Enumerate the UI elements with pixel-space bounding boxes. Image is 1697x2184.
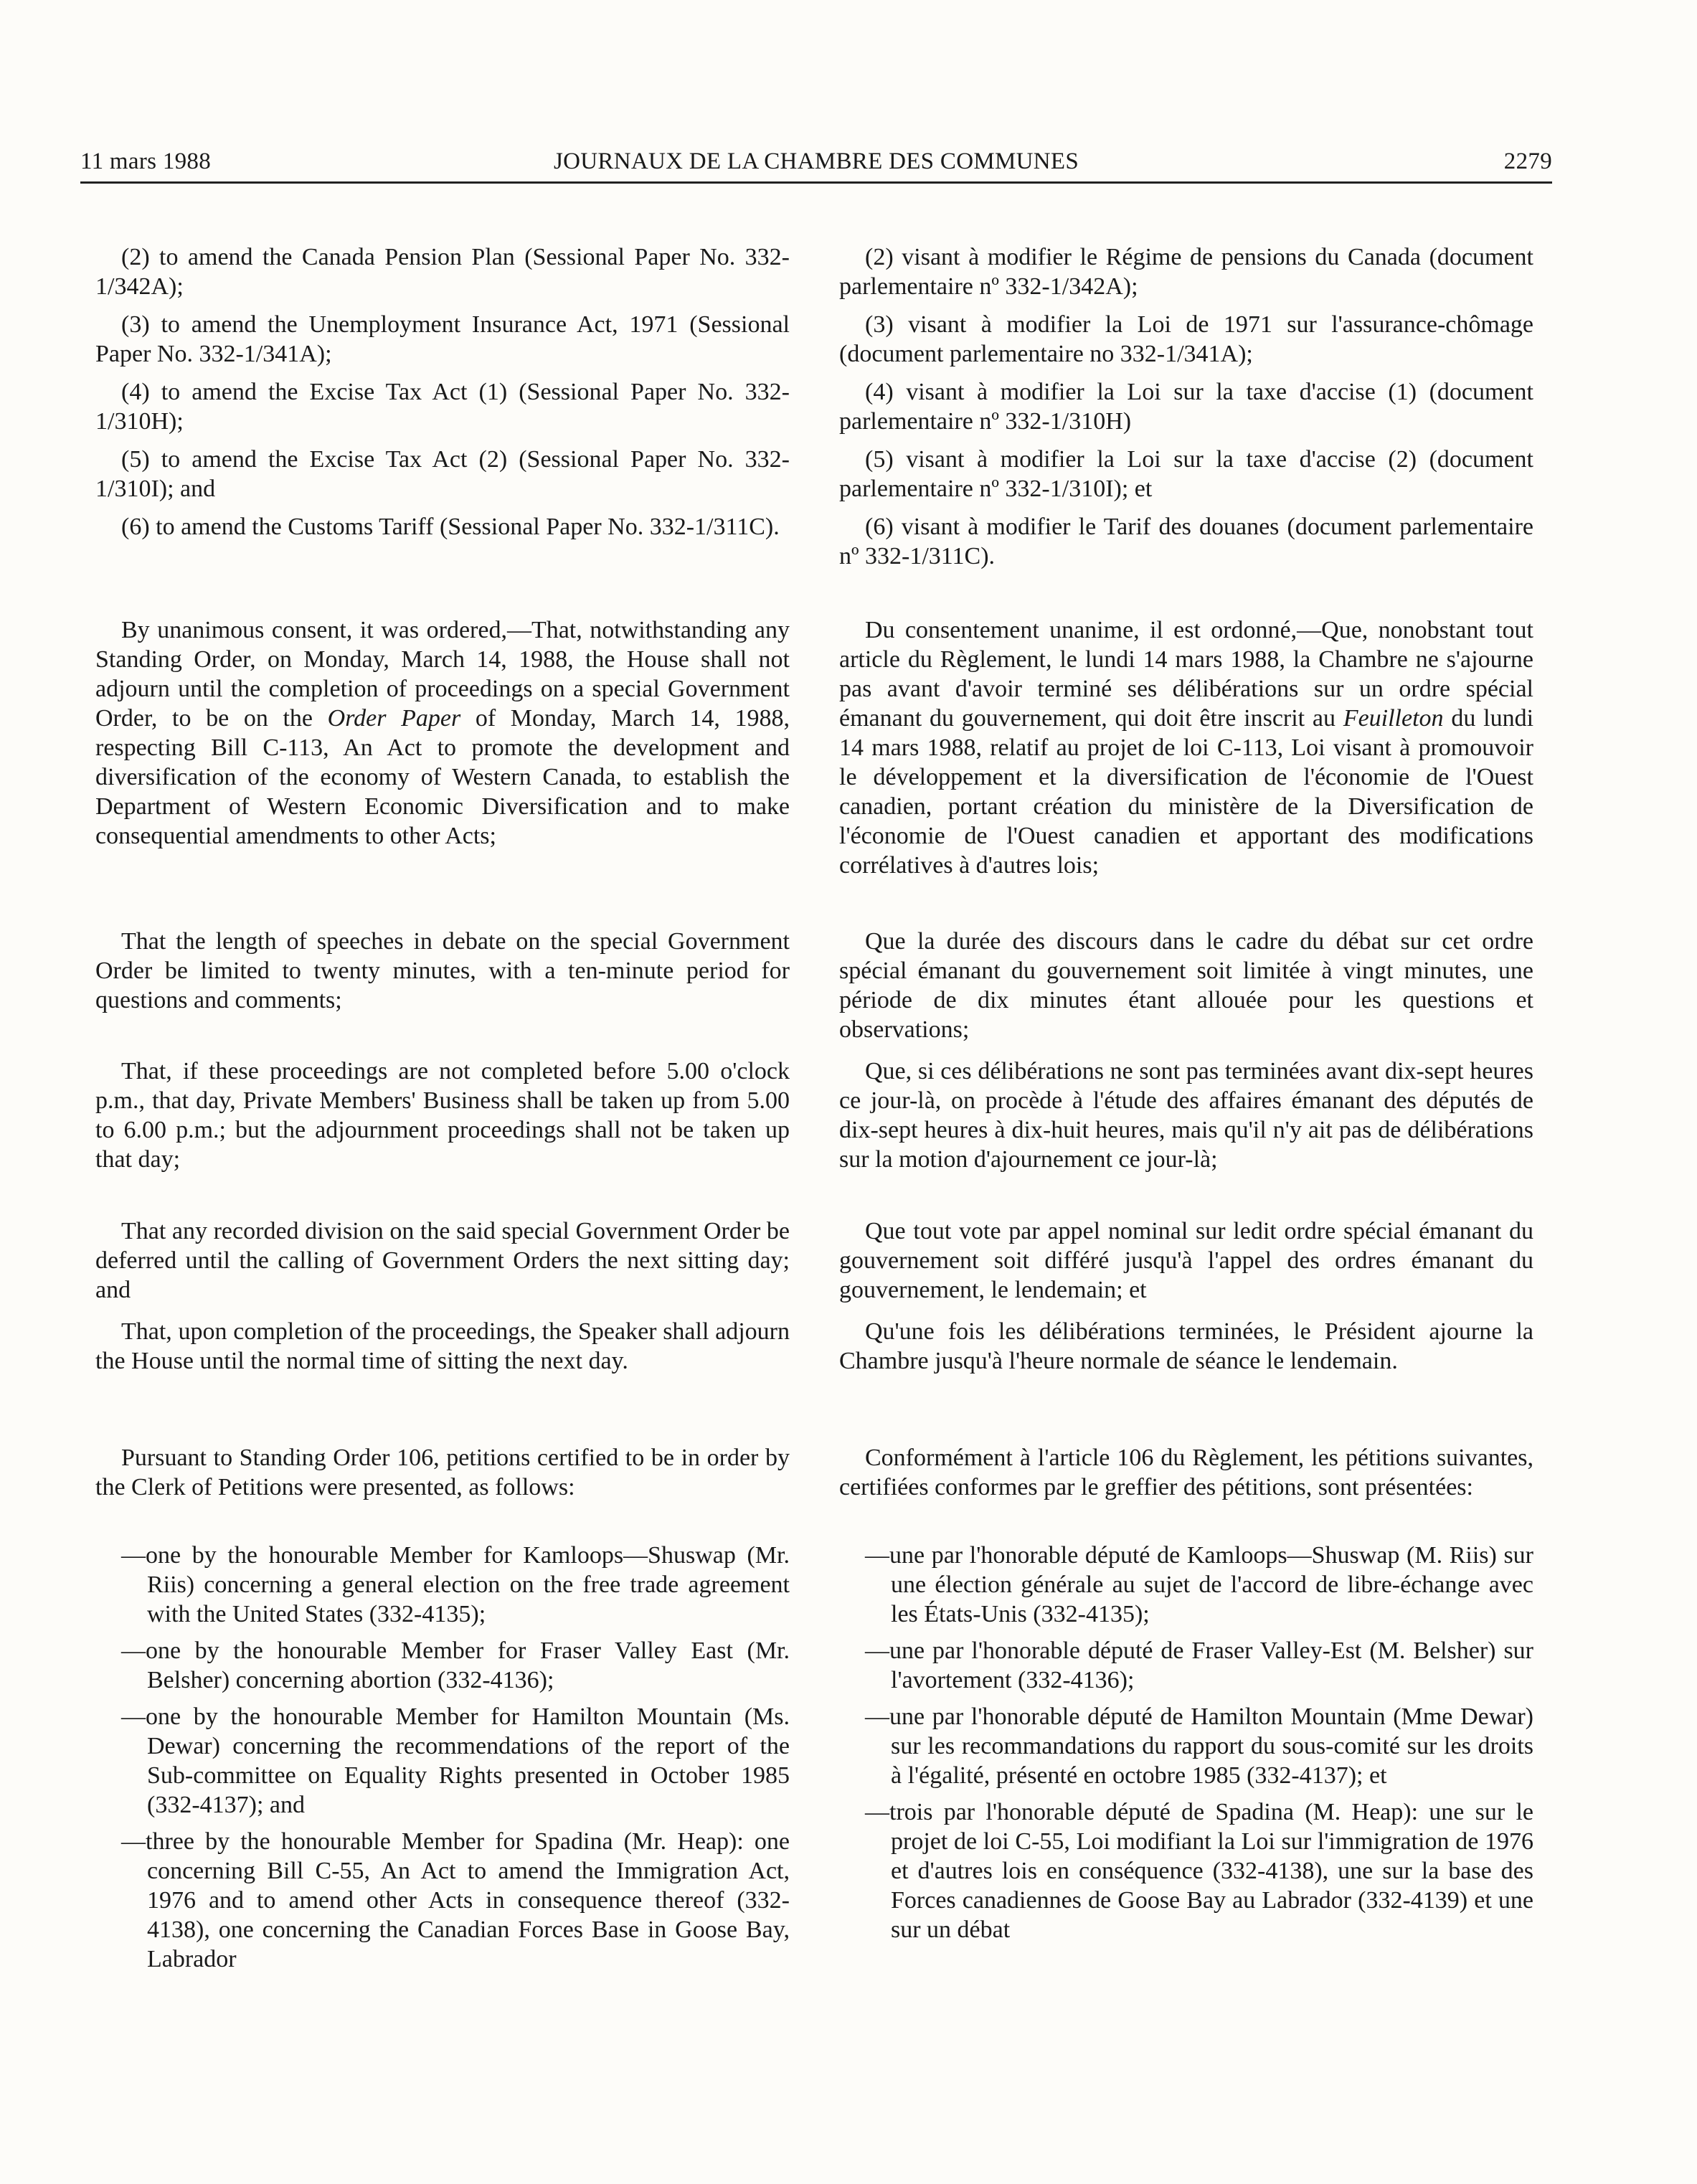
order-paragraph (95, 615, 790, 851)
petition-item: —three by the honourable Member for Spadina (Mr. Heap): one concerning Bill C-55, An Act to amend the Immigration Act, 1976 and to amend other Acts in consequence thereof (332-4138), one concerning the Canadian Forces Base in Goose Bay, Labrador (121, 1828, 790, 1972)
proceedings-paragraph: Que, si ces délibérations ne sont pas terminées avant dix-sept heures ce jour-là, on procède à l'étude des affaires émanant des députés de dix-sept heures à dix-huit heures, mais qu'il n'y ait pas de délibérations sur la motion d'ajournement ce jour-là; (839, 1058, 1533, 1173)
petitions-list (95, 1541, 790, 1974)
page-number: 2279 (1503, 148, 1552, 174)
sessional-papers-list (95, 242, 790, 542)
order-rest: du lundi 14 mars 1988, relatif au projet de loi C-113, Loi visant à promouvoir le développement et la diversification de l'économie de l'Ouest canadien, portant création du ministère de la Diversification de l'économie de l'Ouest canadien et apportant des modifications corrélatives à d'autres lois; (839, 705, 1534, 879)
division-paragraph: That any recorded division on the said special Government Order be deferred until the calling of Government Orders the next sitting day; and (95, 1218, 790, 1303)
petitions-intro: Pursuant to Standing Order 106, petitions certified to be in order by the Clerk of Petitions were presented, as follows: (95, 1445, 790, 1500)
proceedings-paragraph: That, if these proceedings are not completed before 5.00 o'clock p.m., that day, Private Members' Business shall be taken up from 5.00 to 6.00 p.m.; but the adjournment proceedings shall not be taken up that day; (95, 1058, 790, 1173)
petition-item: —une par l'honorable député de Fraser Valley-Est (M. Belsher) sur l'avortement (332-4136); (865, 1637, 1533, 1693)
adjourn-paragraph: That, upon completion of the proceedings, the Speaker shall adjourn the House until the normal time of sitting the next day. (95, 1318, 790, 1374)
speeches-paragraph: Que la durée des discours dans le cadre du débat sur cet ordre spécial émanant du gouvernement soit limitée à vingt minutes, une période de dix minutes étant allouée pour les questions et observations; (839, 928, 1533, 1043)
order-intro: By unanimous consent, it was ordered,—That, notwithstanding any Standing Order, on Monday, March 14, 1988, the House shall not adjourn until the completion of proceedings on a special Government Order, to be on the (95, 617, 790, 732)
petition-item: —one by the honourable Member for Hamilton Mountain (Ms. Dewar) concerning the recommendations of the report of the Sub-committee on Equality Rights presented in October 1985 (332-4137); and (121, 1703, 790, 1818)
list-item: (6) visant à modifier le Tarif des douanes (document parlementaire nº 332-1/311C). (839, 514, 1533, 569)
list-item: (2) visant à modifier le Régime de pensions du Canada (document parlementaire nº 332-1/342A); (839, 244, 1533, 300)
order-paragraph (839, 615, 1533, 880)
order-rest: of Monday, March 14, 1988, respecting Bill C-113, An Act to promote the development and diversification of the economy of Western Canada, to establish the Department of Western Economic Diversification and to make consequential amendments to other Acts; (95, 705, 790, 849)
petition-item: —one by the honourable Member for Kamloops—Shuswap (Mr. Riis) concerning a general election on the free trade agreement with the United States (332-4135); (121, 1542, 790, 1627)
list-item: (5) to amend the Excise Tax Act (2) (Sessional Paper No. 332-1/310I); and (95, 446, 790, 502)
running-header (80, 147, 1552, 184)
petition-item: —trois par l'honorable député de Spadina (M. Heap): une sur le projet de loi C-55, Loi modifiant la Loi sur l'immigration de 1976 et d'autres lois en conséquence (332-4138), une sur la base des Forces canadiennes de Goose Bay au Labrador (332-4139) et une sur un débat (865, 1799, 1533, 1943)
petition-item: —one by the honourable Member for Fraser Valley East (Mr. Belsher) concerning abortion (332-4136); (121, 1637, 790, 1693)
petitions-list (839, 1541, 1533, 1944)
sessional-papers-list (839, 242, 1533, 571)
petition-item: —une par l'honorable député de Hamilton Mountain (Mme Dewar) sur les recommandations du rapport du sous-comité sur les droits à l'égalité, présenté en octobre 1985 (332-4137); et (865, 1703, 1533, 1789)
header-date: 11 mars 1988 (80, 148, 212, 174)
list-item: (3) visant à modifier la Loi de 1971 sur l'assurance-chômage (document parlementaire no 332-1/341A); (839, 311, 1533, 367)
order-paper-title: Order Paper (327, 705, 461, 732)
list-item: (3) to amend the Unemployment Insurance Act, 1971 (Sessional Paper No. 332-1/341A); (95, 311, 790, 367)
petitions-intro: Conformément à l'article 106 du Règlement, les pétitions suivantes, certifiées conformes par le greffier des pétitions, sont présentées: (839, 1445, 1533, 1500)
list-item: (6) to amend the Customs Tariff (Sessional Paper No. 332-1/311C). (121, 514, 780, 540)
list-item: (4) visant à modifier la Loi sur la taxe d'accise (1) (document parlementaire nº 332-1/310H) (839, 379, 1533, 435)
division-paragraph: Que tout vote par appel nominal sur ledit ordre spécial émanant du gouvernement soit différé jusqu'à l'appel des ordres émanant du gouvernement, le lendemain; et (839, 1218, 1533, 1303)
list-item: (5) visant à modifier la Loi sur la taxe d'accise (2) (document parlementaire nº 332-1/310I); et (839, 446, 1533, 502)
feuilleton-title: Feuilleton (1343, 705, 1444, 732)
speeches-paragraph: That the length of speeches in debate on the special Government Order be limited to twenty minutes, with a ten-minute period for questions and comments; (95, 928, 790, 1013)
petition-item: —une par l'honorable député de Kamloops—Shuswap (M. Riis) sur une élection générale au sujet de l'accord de libre-échange avec les États-Unis (332-4135); (865, 1542, 1533, 1627)
order-intro: Du consentement unanime, il est ordonné,—Que, nonobstant tout article du Règlement, le lundi 14 mars 1988, la Chambre ne s'ajourne pas avant d'avoir terminé ses délibérations sur un ordre spécial émanant du gouvernement, qui doit être inscrit au (839, 617, 1533, 732)
header-title: JOURNAUX DE LA CHAMBRE DES COMMUNES (554, 148, 1079, 174)
list-item: (2) to amend the Canada Pension Plan (Sessional Paper No. 332-1/342A); (95, 244, 790, 300)
adjourn-paragraph: Qu'une fois les délibérations terminées, le Président ajourne la Chambre jusqu'à l'heure normale de séance le lendemain. (839, 1318, 1533, 1374)
list-item: (4) to amend the Excise Tax Act (1) (Sessional Paper No. 332-1/310H); (95, 379, 790, 435)
